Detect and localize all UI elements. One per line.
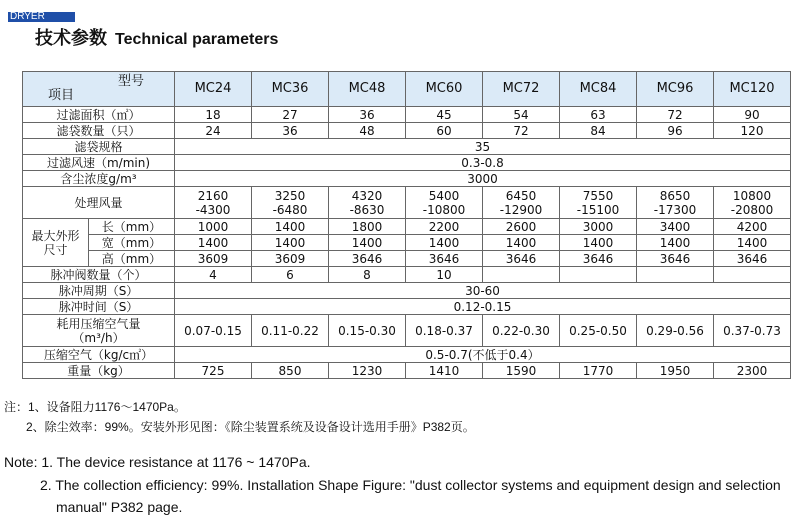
value-cell: 3646 xyxy=(406,251,483,267)
model-header: MC48 xyxy=(329,72,406,107)
value-line: -20800 xyxy=(730,202,774,217)
value-cell xyxy=(483,267,560,283)
value-cell: 18 xyxy=(175,107,252,123)
table-row xyxy=(23,123,791,139)
value-cell: 3646 xyxy=(714,251,791,267)
value-cell: 63 xyxy=(560,107,637,123)
table-row xyxy=(23,347,791,363)
row-label: 重量（kg） xyxy=(23,363,175,379)
model-header: MC36 xyxy=(252,72,329,107)
value-line: 3250 xyxy=(274,188,306,203)
value-cell: 1230 xyxy=(329,363,406,379)
model-header: MC120 xyxy=(714,72,791,107)
value-cell: 1400 xyxy=(714,235,791,251)
row-label xyxy=(23,315,175,347)
value-cell xyxy=(329,187,406,219)
value-cell: 54 xyxy=(483,107,560,123)
row-label: 脉冲阀数量（个） xyxy=(23,267,175,283)
value-cell: 1400 xyxy=(637,235,714,251)
value-cell: 3646 xyxy=(483,251,560,267)
value-cell: 1800 xyxy=(329,219,406,235)
table-row xyxy=(23,155,791,171)
value-cell: 1950 xyxy=(637,363,714,379)
value-cell: 1400 xyxy=(329,235,406,251)
table-row xyxy=(23,299,791,315)
value-cell: 0.12-0.15 xyxy=(175,299,791,315)
row-label: 过滤面积（㎡） xyxy=(23,107,175,123)
value-cell: 0.22-0.30 xyxy=(483,315,560,347)
row-label: 高（mm） xyxy=(89,251,175,267)
value-cell: 90 xyxy=(714,107,791,123)
value-cell: 48 xyxy=(329,123,406,139)
model-header: MC60 xyxy=(406,72,483,107)
value-line: -10800 xyxy=(422,202,466,217)
value-cell xyxy=(714,267,791,283)
value-cell xyxy=(483,187,560,219)
value-cell: 3609 xyxy=(252,251,329,267)
table-row xyxy=(23,139,791,155)
model-header: MC84 xyxy=(560,72,637,107)
value-cell: 3646 xyxy=(560,251,637,267)
value-cell: 1400 xyxy=(175,235,252,251)
value-cell xyxy=(175,187,252,219)
value-cell xyxy=(637,267,714,283)
value-cell xyxy=(406,187,483,219)
value-cell: 0.37-0.73 xyxy=(714,315,791,347)
value-cell xyxy=(637,187,714,219)
label-line: 耗用压缩空气量 xyxy=(56,316,141,331)
value-cell: 4200 xyxy=(714,219,791,235)
value-cell: 3000 xyxy=(175,171,791,187)
value-cell: 3646 xyxy=(637,251,714,267)
dims-label-1: 最大外形 xyxy=(31,228,80,243)
value-cell xyxy=(714,187,791,219)
row-label: 滤袋数量（只） xyxy=(23,123,175,139)
note-en-3: manual" P382 page. xyxy=(56,499,183,515)
value-cell: 1400 xyxy=(252,219,329,235)
value-cell: 1400 xyxy=(406,235,483,251)
value-cell: 84 xyxy=(560,123,637,139)
dims-label-2: 尺寸 xyxy=(43,242,68,257)
model-header: MC96 xyxy=(637,72,714,107)
value-cell xyxy=(560,267,637,283)
value-cell: 0.11-0.22 xyxy=(252,315,329,347)
value-cell: 2600 xyxy=(483,219,560,235)
value-line: 6450 xyxy=(505,188,537,203)
table-row xyxy=(23,283,791,299)
note-cn-2: 2、除尘效率：99%。安装外形见图：《除尘装置系统及设备设计选用手册》P382页。 xyxy=(26,420,475,434)
note-cn-1: 注：1、设备阻力1176～1470Pa。 xyxy=(4,400,186,414)
value-cell xyxy=(252,187,329,219)
value-cell: 850 xyxy=(252,363,329,379)
value-line: -12900 xyxy=(499,202,543,217)
value-line: -6480 xyxy=(272,202,308,217)
table-row xyxy=(23,72,791,107)
value-cell: 27 xyxy=(252,107,329,123)
row-label: 含尘浓度g/m³ xyxy=(23,171,175,187)
value-cell: 0.29-0.56 xyxy=(637,315,714,347)
corner-item-label: 项目 xyxy=(48,88,75,103)
value-cell: 30-60 xyxy=(175,283,791,299)
value-cell: 0.15-0.30 xyxy=(329,315,406,347)
title-en: Technical parameters xyxy=(115,31,279,48)
value-cell: 24 xyxy=(175,123,252,139)
row-label: 脉冲周期（S） xyxy=(23,283,175,299)
value-cell: 0.5-0.7(不低于0.4） xyxy=(175,347,791,363)
value-cell: 1000 xyxy=(175,219,252,235)
value-cell: 0.25-0.50 xyxy=(560,315,637,347)
value-line: 4320 xyxy=(351,188,383,203)
model-header: MC72 xyxy=(483,72,560,107)
value-cell: 0.3-0.8 xyxy=(175,155,791,171)
value-line: 5400 xyxy=(428,188,460,203)
corner-model-label: 型号 xyxy=(117,74,144,89)
note-en-2: 2. The collection efficiency: 99%. Installation Shape Figure: "dust collector systems and equipment design and selection xyxy=(40,477,781,493)
value-cell: 2200 xyxy=(406,219,483,235)
value-line: 10800 xyxy=(732,188,772,203)
value-line: -15100 xyxy=(576,202,620,217)
row-label: 压缩空气（kg/c㎡） xyxy=(23,347,175,363)
row-label: 长（mm） xyxy=(89,219,175,235)
value-cell: 45 xyxy=(406,107,483,123)
value-cell: 96 xyxy=(637,123,714,139)
row-label: 宽（mm） xyxy=(89,235,175,251)
model-header: MC24 xyxy=(175,72,252,107)
dims-group-label xyxy=(23,219,89,267)
title-cn: 技术参数 xyxy=(35,28,107,48)
table-row xyxy=(23,315,791,347)
table-row xyxy=(23,251,791,267)
value-cell: 1410 xyxy=(406,363,483,379)
value-line: -17300 xyxy=(653,202,697,217)
value-cell xyxy=(560,187,637,219)
value-cell: 10 xyxy=(406,267,483,283)
row-label: 滤袋规格 xyxy=(23,139,175,155)
table-row xyxy=(23,267,791,283)
value-cell: 8 xyxy=(329,267,406,283)
value-line: -8630 xyxy=(349,202,385,217)
technical-parameters-table xyxy=(22,71,791,379)
value-cell: 3609 xyxy=(175,251,252,267)
value-line: 7550 xyxy=(582,188,614,203)
value-cell: 1400 xyxy=(560,235,637,251)
value-line: -4300 xyxy=(195,202,231,217)
value-cell: 0.07-0.15 xyxy=(175,315,252,347)
value-cell: 1590 xyxy=(483,363,560,379)
row-label: 脉冲时间（S） xyxy=(23,299,175,315)
value-cell: 36 xyxy=(252,123,329,139)
table-row xyxy=(23,219,791,235)
value-cell: 36 xyxy=(329,107,406,123)
table-row xyxy=(23,107,791,123)
page-title xyxy=(35,24,278,50)
table-row xyxy=(23,171,791,187)
value-cell: 72 xyxy=(483,123,560,139)
value-cell: 725 xyxy=(175,363,252,379)
value-cell: 120 xyxy=(714,123,791,139)
table-row xyxy=(23,363,791,379)
value-cell: 3000 xyxy=(560,219,637,235)
corner-cell xyxy=(23,72,175,107)
value-line: 8650 xyxy=(659,188,691,203)
value-line: 2160 xyxy=(197,188,229,203)
label-line: （m³/h） xyxy=(72,330,125,345)
table-row xyxy=(23,187,791,219)
value-cell: 2300 xyxy=(714,363,791,379)
value-cell: 1770 xyxy=(560,363,637,379)
value-cell: 1400 xyxy=(252,235,329,251)
dryer-tag: DRYER xyxy=(8,12,75,22)
note-en-1: Note: 1. The device resistance at 1176 ~ 1470Pa. xyxy=(4,454,311,470)
value-cell: 3400 xyxy=(637,219,714,235)
value-cell: 60 xyxy=(406,123,483,139)
value-cell: 3646 xyxy=(329,251,406,267)
value-cell: 72 xyxy=(637,107,714,123)
row-label: 处理风量 xyxy=(23,187,175,219)
value-cell: 4 xyxy=(175,267,252,283)
value-cell: 1400 xyxy=(483,235,560,251)
value-cell: 0.18-0.37 xyxy=(406,315,483,347)
table-row xyxy=(23,235,791,251)
value-cell: 35 xyxy=(175,139,791,155)
row-label: 过滤风速（m/min) xyxy=(23,155,175,171)
value-cell: 6 xyxy=(252,267,329,283)
